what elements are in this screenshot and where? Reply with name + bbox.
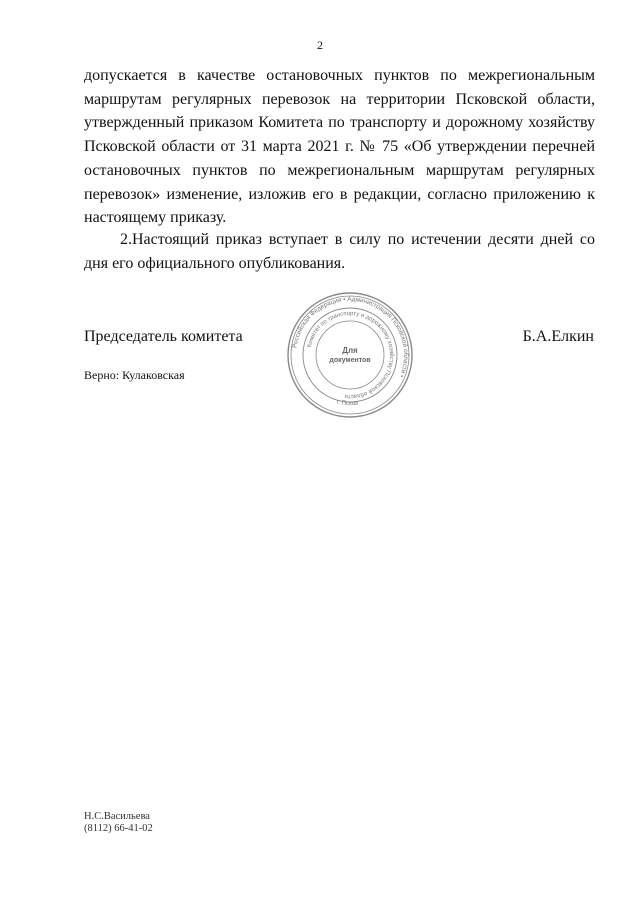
- paragraph-2: 2.Настоящий приказ вступает в силу по истечении десяти дней со дня его официального опубликования.: [84, 231, 595, 272]
- executor-block: [84, 811, 153, 835]
- executor-name: Н.С.Васильева: [84, 811, 150, 822]
- stamp-inner-text: Комитет по транспорту и дорожному хозяйству Псковской области: [306, 310, 395, 400]
- stamp-center-line-2: документов: [329, 357, 371, 364]
- paragraph-1: допускается в качестве остановочных пунктов по межрегиональным маршрутам регулярных перевозок на территории Псковской области, утвержденный приказом Комитета по транспорту и дорожному хозяйству Псковской области от 31 марта 2021 г. № 75 «Об утверждении перечней остановочных пунктов по межрегиональным маршрутам регулярных перевозок» изменение, изложив его в редакции, согласно приложению к настоящему приказу.: [84, 67, 595, 227]
- stamp-outer-text: Российская Федерация • Администрация Псковской области •: [291, 295, 410, 379]
- stamp-bottom-text: г. Псков: [336, 398, 359, 408]
- signature-name: Б.А.Елкин: [522, 328, 594, 345]
- signature-title: Председатель комитета: [84, 328, 243, 345]
- svg-text:г. Псков: [336, 398, 359, 407]
- official-stamp-seal: [286, 291, 414, 419]
- stamp-center-line-1: Для: [342, 346, 358, 355]
- page-number: 2: [317, 38, 323, 52]
- verified-by: Верно: Кулаковская: [84, 368, 185, 382]
- executor-phone: (8112) 66-41-02: [84, 823, 153, 834]
